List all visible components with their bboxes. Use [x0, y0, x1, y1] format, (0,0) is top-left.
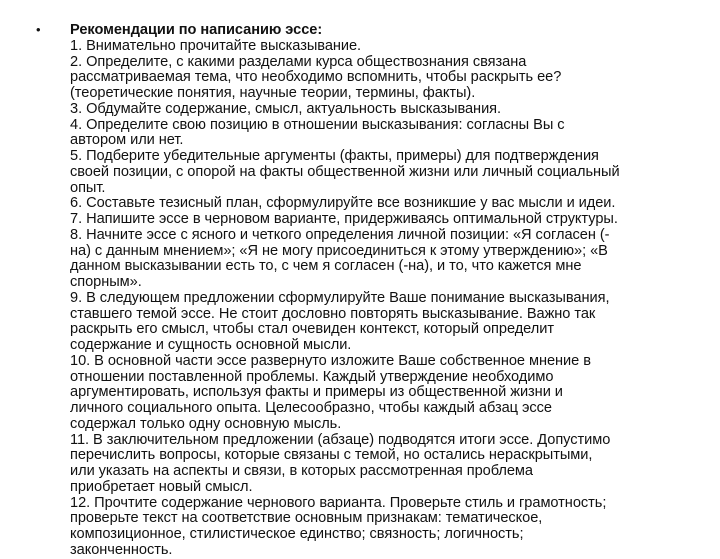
recommendations-text	[70, 23, 690, 559]
text-line: автором или нет.	[70, 132, 184, 149]
text-line: 6. Составьте тезисный план, сформулируйте все возникшие у вас мысли и идеи.	[70, 195, 616, 212]
text-line: 7. Напишите эссе в черновом варианте, придерживаясь оптимальной структуры.	[70, 211, 618, 227]
text-line: или указать на аспекты и связи, в которых рассмотренная проблема	[70, 463, 533, 479]
recommendations-list	[70, 39, 690, 559]
text-line: ставшего темой эссе. Не стоит дословно повторять высказывание. Важно так	[70, 305, 596, 322]
text-line: 4. Определите свою позицию в отношении высказывания: согласны Вы с	[70, 116, 565, 133]
text-line: 12. Прочтите содержание чернового варианта. Проверьте стиль и грамотность;	[70, 494, 607, 511]
text-line: законченность.	[70, 541, 173, 558]
text-line: перечислить вопросы, которые связаны с темой, но остались нераскрытыми,	[70, 447, 593, 464]
text-line: данном высказывании есть то, с чем я согласен (-на), и то, что кажется мне	[70, 258, 582, 275]
text-line: личного социального опыта. Целесообразно, чтобы каждый абзац эссе	[70, 400, 552, 416]
text-line: 5. Подберите убедительные аргументы (факты, примеры) для подтверждения	[70, 148, 599, 164]
text-line: отношении поставленной проблемы. Каждый утверждение необходимо	[70, 368, 554, 385]
text-line: 1. Внимательно прочитайте высказывание.	[70, 37, 362, 54]
text-line: приобретает новый смысл.	[70, 478, 253, 495]
text-line: спорным».	[70, 274, 142, 290]
text-line: 8. Начните эссе с ясного и четкого определения личной позиции: «Я согласен (-	[70, 226, 610, 243]
text-line: 3. Обдумайте содержание, смысл, актуальность высказывания.	[70, 100, 502, 117]
text-line: 9. В следующем предложении сформулируйте Ваше понимание высказывания,	[70, 289, 610, 306]
text-line: на) с данным мнением»; «Я не могу присоединиться к этому утверждению»; «В	[70, 242, 608, 259]
text-line: содержал только одну основную мысль.	[70, 415, 342, 432]
text-line: аргументировать, используя факты и примеры из общественной жизни и	[70, 384, 563, 401]
text-line: композиционное, стилистическое единство; связность; логичность;	[70, 526, 524, 542]
text-line: своей позиции, с опорой на факты общественной жизни или личный социальный	[70, 163, 620, 180]
text-line: (теоретические понятия, научные теории, термины, факты).	[70, 85, 476, 101]
bullet-marker: •	[36, 22, 41, 37]
text-line: 11. В заключительном предложении (абзаце) подводятся итоги эссе. Допустимо	[70, 431, 611, 448]
section-title: Рекомендации по написанию эссе:	[70, 22, 323, 38]
text-line: рассматриваемая тема, что необходимо вспомнить, чтобы раскрыть ее?	[70, 69, 562, 86]
text-line: раскрыть его смысл, чтобы стал очевиден контекст, который определит	[70, 321, 554, 338]
text-line: 2. Определите, с какими разделами курса обществознания связана	[70, 53, 527, 70]
text-line: содержание и сущность основной мысли.	[70, 337, 352, 353]
text-line: проверьте текст на соответствие основным признакам: тематическое,	[70, 510, 543, 527]
text-line: 10. В основной части эссе развернуто изложите Ваше собственное мнение в	[70, 352, 591, 369]
text-line: опыт.	[70, 179, 106, 196]
